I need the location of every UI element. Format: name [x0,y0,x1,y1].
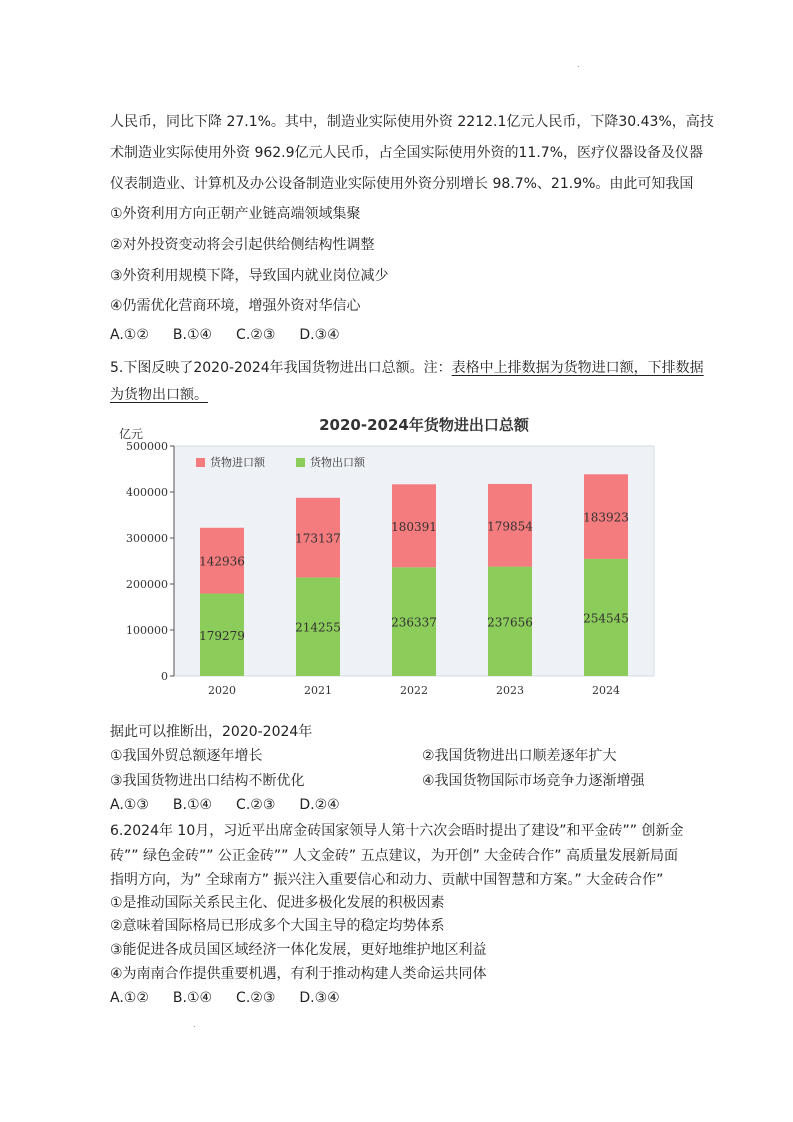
y-tick-label: 300000 [126,532,168,545]
data-label-export-2024: 254545 [583,611,629,626]
q4-text-line-2: 术制造业实际使用外资 962.9亿元人民币，占全国实际使用外资的11.7%，医疗仪器设备及仪器 [110,145,704,161]
x-tick-label-2023: 2023 [496,684,524,697]
q4-statement-2: ②对外投资变动将会引起供给侧结构性调整 [110,237,375,253]
q4-text-line-1: 人民币，同比下降 27.1%。其中，制造业实际使用外资 2212.1亿元人民币，下降30.43%，高技 [110,114,714,130]
q6-statement-3: ③能促进各成员国区域经济一体化发展，更好地维护地区利益 [110,942,487,958]
data-label-import-2020: 142936 [199,554,245,569]
y-tick-label: 200000 [126,578,168,591]
q4-text-line-3: 仪表制造业、计算机及办公设备制造业实际使用外资分别增长 98.7%、21.9%。由此可知我国 [110,176,694,192]
data-label-export-2023: 237656 [487,615,533,630]
q6-option-a: A.①② [110,990,149,1006]
q5-row-1 [110,746,617,766]
y-axis-unit-label: 亿元 [119,427,144,441]
x-tick-label-2021: 2021 [304,684,332,697]
q5-stem: 据此可以推断出，2020-2024年 [110,724,313,740]
x-tick-label-2022: 2022 [400,684,428,697]
q4-option-d: D.③④ [299,327,340,343]
data-label-export-2022: 236337 [391,615,437,630]
data-label-export-2020: 179279 [199,628,245,643]
q5-options [110,795,364,815]
q5-statement-2: ②我国货物进出口顺差逐年扩大 [422,748,617,764]
q5-title-b: 表格中上排数据为货物进口额，下排数据 [451,360,704,376]
q5-option-a: A.①③ [110,797,149,813]
q6-statement-4: ④为南南合作提供重要机遇，有利于推动构建人类命运共同体 [110,966,487,982]
data-label-import-2023: 179854 [487,519,533,534]
y-tick-label: 500000 [126,440,168,453]
q6-option-b: B.①④ [172,990,213,1006]
top-dot: . [577,60,580,69]
q4-statement-1: ①外资利用方向正朝产业链高端领域集聚 [110,206,361,222]
legend-label-export: 货物出口额 [310,456,365,469]
y-tick-label: 100000 [126,624,168,637]
data-label-export-2021: 214255 [295,620,341,635]
data-label-import-2022: 180391 [391,519,437,534]
stacked-bar-chart [109,408,665,704]
q6-option-d: D.③④ [299,990,340,1006]
x-tick-label-2020: 2020 [208,684,236,697]
legend-swatch-export [296,458,305,467]
q6-text-line-1: 6.2024年 10月，习近平出席金砖国家领导人第十六次会晤时提出了建设”和平金砖”” 创新金 [110,823,684,839]
legend-swatch-import [196,458,205,467]
q4-option-a: A.①② [110,327,149,343]
q5-statement-4: ④我国货物国际市场竞争力逐渐增强 [422,773,645,789]
q4-options [110,325,364,345]
chart-title: 2020-2024年货物进出口总额 [319,416,529,434]
q5-title-line-2: 为货物出口额。 [110,387,208,403]
chart-container [109,408,665,704]
data-label-import-2021: 173137 [295,531,341,546]
q6-options [110,988,364,1008]
q6-statement-2: ②意味着国际格局已形成多个大国主导的稳定均势体系 [110,918,445,934]
q5-option-c: C.②③ [236,797,276,813]
data-label-import-2024: 183923 [583,510,629,525]
y-tick-label: 400000 [126,486,168,499]
q6-option-c: C.②③ [236,990,276,1006]
y-tick-label: 0 [161,670,168,683]
q5-statement-3: ③我国货物进出口结构不断优化 [110,773,305,789]
bottom-dot: . [193,1020,196,1029]
q5-option-d: D.②④ [299,797,340,813]
q5-title-line-1 [110,358,704,378]
q5-option-b: B.①④ [172,797,213,813]
q5-row-2 [110,771,645,791]
x-tick-label-2024: 2024 [592,684,620,697]
q6-statement-1: ①是推动国际关系民主化、促进多极化发展的积极因素 [110,895,445,911]
q6-text-line-2: 砖”” 绿色金砖”” 公正金砖”” 人文金砖” 五点建议，为开创” 大金砖合作” 高质量发展新局面 [110,848,678,864]
q6-text-line-3: 指明方向，为” 全球南方” 振兴注入重要信心和动力、贡献中国智慧和方案。” 大金砖合作” [110,872,664,888]
q4-option-b: B.①④ [172,327,213,343]
q5-statement-1: ①我国外贸总额逐年增长 [110,748,263,764]
legend-label-import: 货物进口额 [210,456,265,469]
q4-option-c: C.②③ [236,327,276,343]
q4-statement-4: ④仍需优化营商环境，增强外资对华信心 [110,298,361,314]
q5-title-a: 5.下图反映了2020-2024年我国货物进出口总额。注： [110,360,452,376]
q4-statement-3: ③外资利用规模下降，导致国内就业岗位减少 [110,268,389,284]
